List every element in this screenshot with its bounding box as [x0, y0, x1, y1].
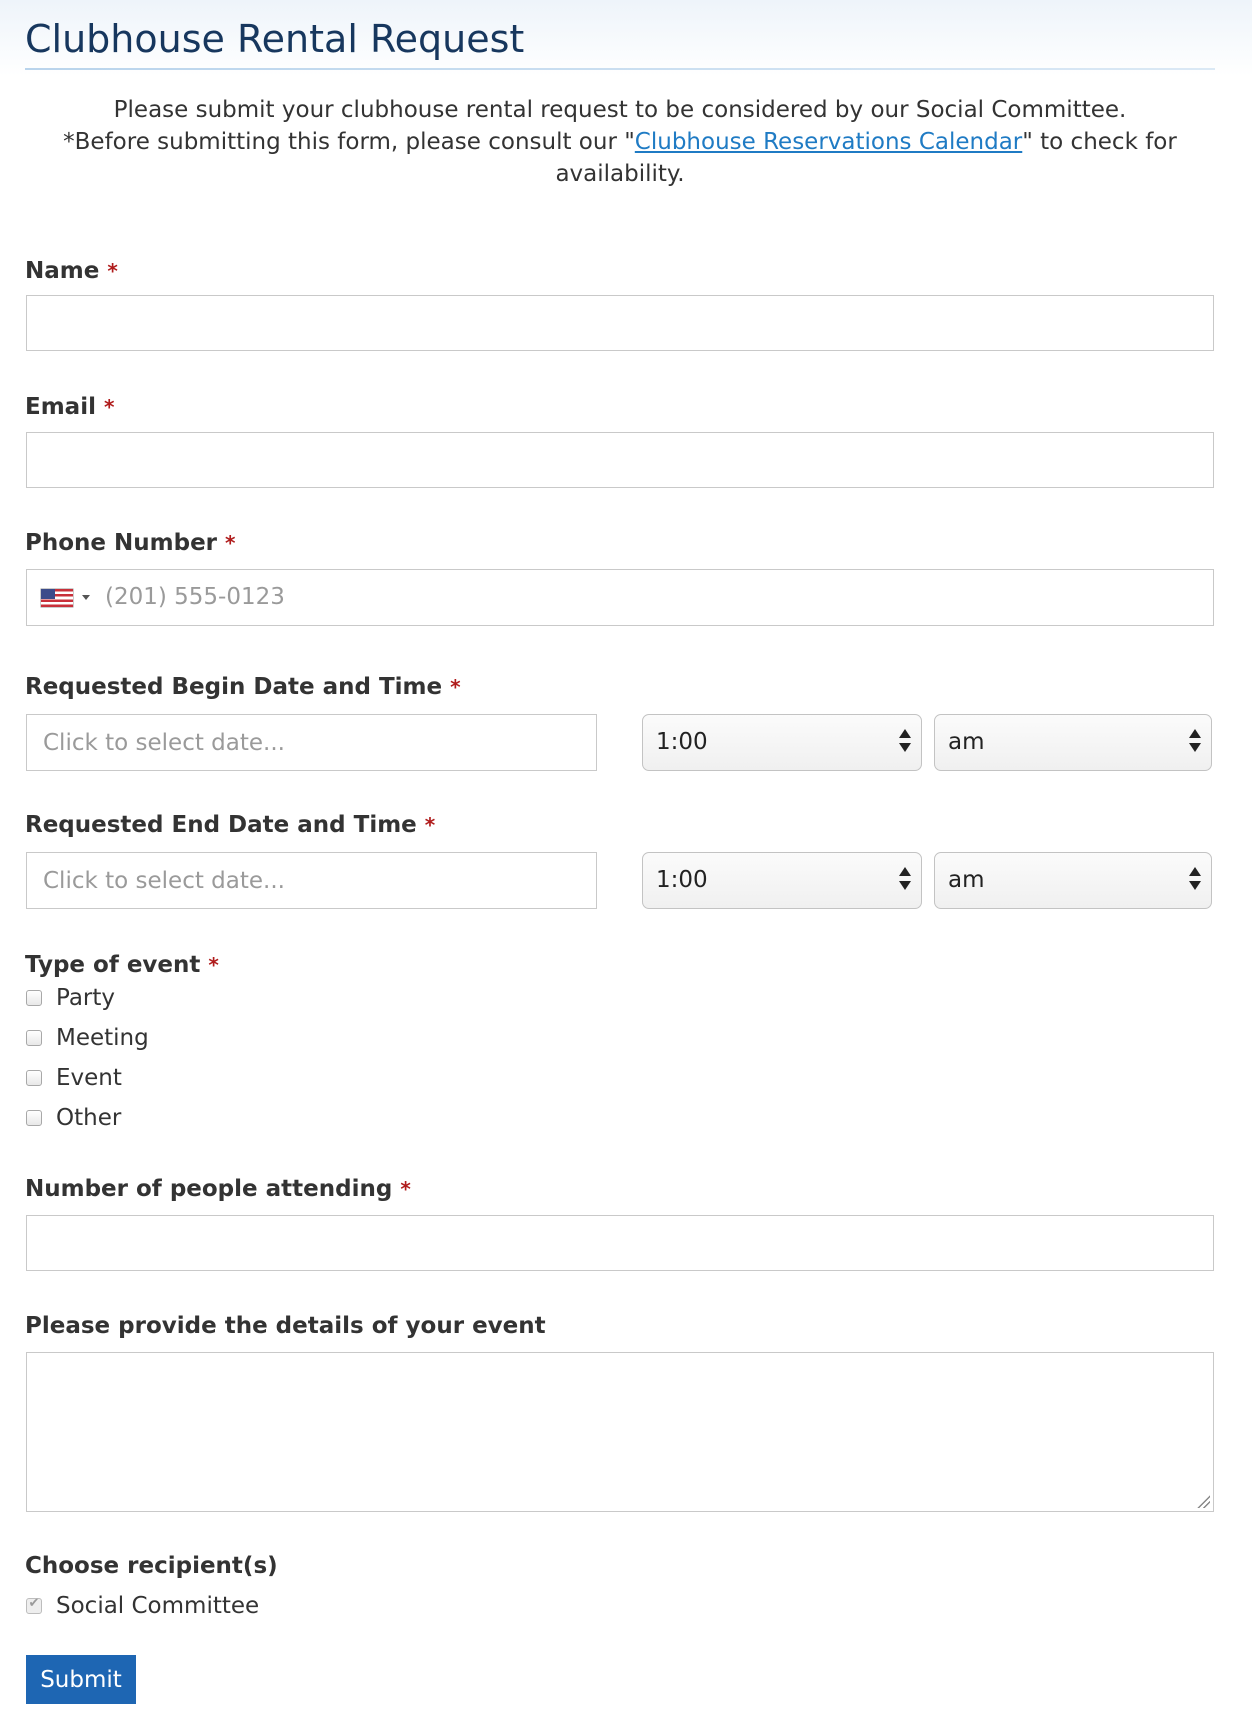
event-type-option-other[interactable] — [26, 1100, 121, 1136]
begin-ampm-value: am — [948, 729, 985, 755]
begin-datetime-label — [25, 672, 461, 702]
end-ampm-select[interactable] — [934, 852, 1212, 909]
option-label: Meeting — [56, 1025, 149, 1051]
required-marker: * — [103, 395, 115, 419]
intro-text — [25, 94, 1215, 190]
checkmark-icon: ✔ — [28, 1596, 40, 1611]
details-textarea[interactable] — [26, 1352, 1214, 1512]
email-label — [25, 392, 114, 422]
end-ampm-value: am — [948, 867, 985, 893]
required-marker: * — [208, 953, 219, 977]
event-type-label-text: Type of event — [25, 952, 201, 978]
attendees-label-text: Number of people attending — [25, 1176, 393, 1202]
phone-field — [26, 569, 1214, 626]
us-flag-icon — [41, 589, 73, 607]
select-arrows-icon — [899, 729, 911, 755]
name-input[interactable] — [26, 295, 1214, 351]
select-arrows-icon — [1189, 867, 1201, 893]
recipient-option-social-committee[interactable] — [26, 1588, 259, 1624]
option-label: Party — [56, 985, 116, 1011]
name-label — [25, 256, 118, 286]
option-label: Other — [56, 1105, 122, 1131]
resize-grip-icon[interactable] — [1196, 1494, 1210, 1508]
event-type-label — [25, 950, 219, 980]
begin-date-input[interactable] — [26, 714, 597, 771]
checkbox[interactable] — [26, 1070, 42, 1086]
required-marker: * — [424, 813, 436, 837]
end-date-input[interactable] — [26, 852, 597, 909]
begin-ampm-select[interactable] — [934, 714, 1212, 771]
end-time-value: 1:00 — [656, 867, 708, 893]
email-label-text: Email — [25, 394, 96, 420]
phone-label — [25, 528, 235, 558]
event-type-option-party[interactable] — [26, 980, 115, 1016]
intro-line-2 — [25, 126, 1215, 190]
checkbox[interactable] — [26, 1110, 42, 1126]
checkbox-checked[interactable] — [26, 1598, 42, 1614]
option-label: Social Committee — [56, 1593, 260, 1619]
details-label: Please provide the details of your event — [25, 1313, 546, 1339]
intro-line-2-after: " to check for availability. — [555, 129, 1177, 187]
title-divider — [25, 68, 1215, 70]
event-type-option-meeting[interactable] — [26, 1020, 149, 1056]
select-arrows-icon — [1189, 729, 1201, 755]
begin-datetime-label-text: Requested Begin Date and Time — [25, 674, 443, 700]
page-title: Clubhouse Rental Request — [25, 17, 525, 61]
checkbox[interactable] — [26, 1030, 42, 1046]
select-arrows-icon — [899, 867, 911, 893]
end-time-select[interactable] — [642, 852, 922, 909]
required-marker: * — [107, 259, 118, 283]
email-input[interactable] — [26, 432, 1214, 488]
phone-input[interactable] — [103, 570, 1207, 624]
attendees-input[interactable] — [26, 1215, 1214, 1271]
begin-time-select[interactable] — [642, 714, 922, 771]
begin-time-value: 1:00 — [656, 729, 708, 755]
flag-canton — [41, 589, 55, 599]
checkbox[interactable] — [26, 990, 42, 1006]
event-type-option-event[interactable] — [26, 1060, 122, 1096]
intro-line-1: Please submit your clubhouse rental request to be considered by our Social Committee. — [113, 97, 1127, 123]
country-selector[interactable] — [27, 570, 99, 624]
phone-label-text: Phone Number — [25, 530, 218, 556]
required-marker: * — [450, 675, 461, 699]
end-datetime-label-text: Requested End Date and Time — [25, 812, 417, 838]
end-datetime-label — [25, 810, 435, 840]
required-marker: * — [225, 531, 236, 555]
submit-button[interactable]: Submit — [26, 1655, 136, 1704]
attendees-label — [25, 1174, 411, 1204]
name-label-text: Name — [25, 258, 100, 284]
required-marker: * — [400, 1177, 411, 1201]
caret-down-icon — [82, 595, 90, 600]
recipients-label: Choose recipient(s) — [25, 1553, 278, 1579]
intro-line-2-before: *Before submitting this form, please consult our " — [63, 129, 635, 155]
option-label: Event — [56, 1065, 122, 1091]
reservations-calendar-link[interactable]: Clubhouse Reservations Calendar — [634, 129, 1023, 155]
